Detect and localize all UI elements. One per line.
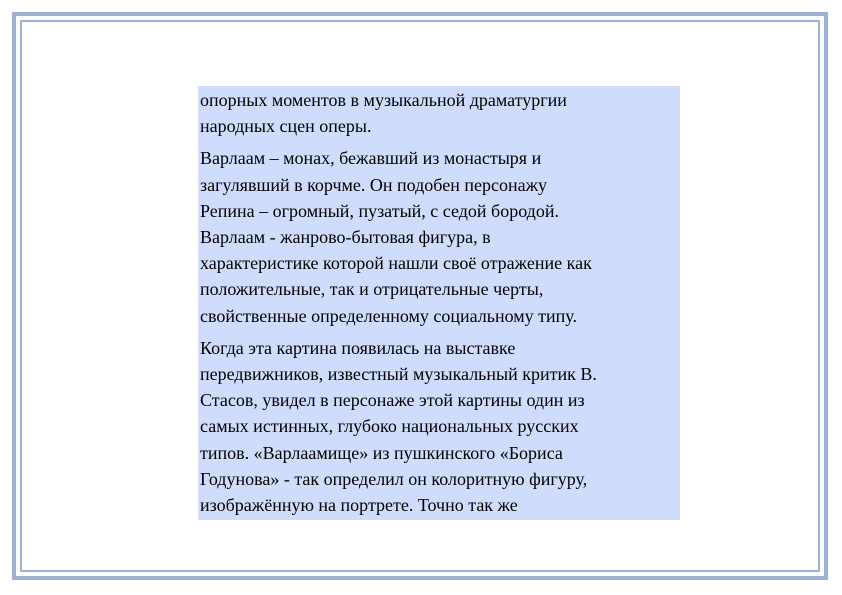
- text-line: передвижников, известный музыкальный критик В.: [200, 364, 597, 385]
- text-line: самых истинных, глубоко национальных русских: [200, 416, 579, 437]
- text-line: типов. «Варлаамище» из пушкинского «Бориса: [200, 442, 563, 463]
- paragraph-2: [200, 145, 678, 328]
- text-line: Варлаам - жанрово-бытовая фигура, в: [200, 227, 491, 248]
- text-line: свойственные определенному социальному типу.: [200, 305, 578, 326]
- text-line: Годунова» - так определил он колоритную фигуру,: [200, 468, 588, 489]
- text-line: Репина – огромный, пузатый, с седой бородой.: [200, 200, 559, 221]
- text-line: Когда эта картина появилась на выставке: [200, 337, 516, 358]
- text-line: положительные, так и отрицательные черты,: [200, 279, 544, 300]
- text-line: характеристике которой нашли своё отражение как: [200, 253, 592, 274]
- text-line: опорных моментов в музыкальной драматургии: [200, 90, 567, 110]
- text-line: народных сцен оперы.: [200, 116, 372, 137]
- text-line: изображённую на портрете. Точно так же: [200, 495, 518, 516]
- paragraph-1: [200, 87, 678, 139]
- text-block: [198, 86, 680, 520]
- text-line: Варлаам – монах, бежавший из монастыря и: [200, 148, 542, 169]
- paragraph-3: [200, 335, 678, 518]
- text-line: загулявший в корчме. Он подобен персонажу: [200, 174, 548, 195]
- text-line: Стасов, увидел в персонаже этой картины один из: [200, 390, 585, 411]
